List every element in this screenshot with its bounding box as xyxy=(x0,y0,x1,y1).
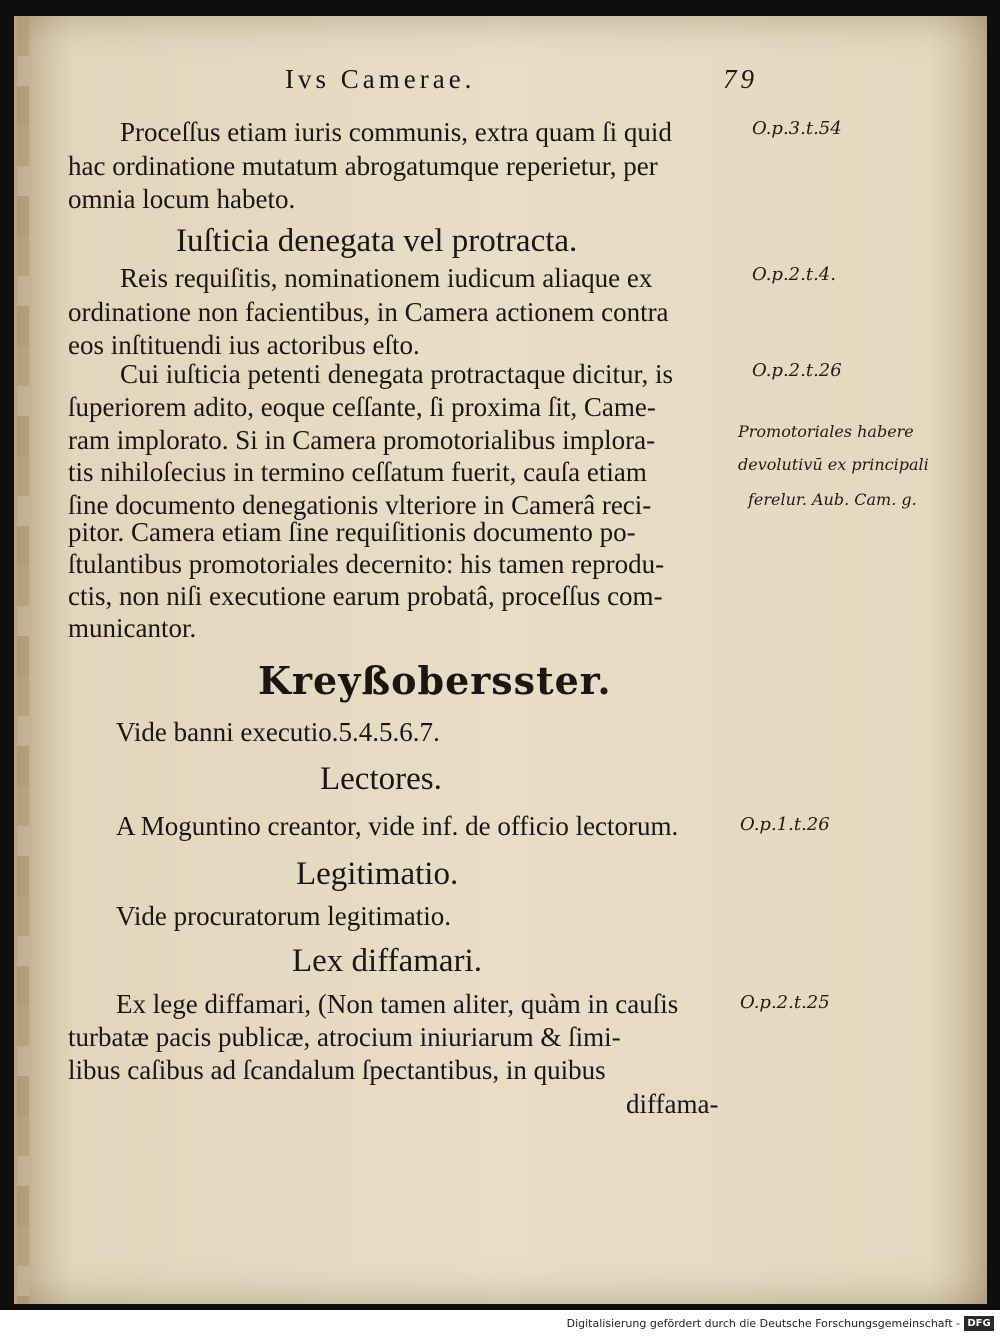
margin-note: O.p.2.t.25 xyxy=(740,992,830,1013)
margin-note: O.p.2.t.4. xyxy=(752,264,836,285)
section-heading-legitimatio: Legitimatio. xyxy=(296,856,459,892)
page-edge-stain xyxy=(17,16,29,1304)
margin-note: O.p.2.t.26 xyxy=(752,360,842,381)
body-line: ordinatione non facientibus, in Camera actionem contra xyxy=(68,297,669,327)
body-line: turbatæ pacis publicæ, atrocium iniuriarum & ſimi- xyxy=(68,1022,621,1052)
body-line: libus caſibus ad ſcandalum ſpectantibus, in quibus xyxy=(68,1055,606,1085)
margin-note-handwritten: ferelur. Aub. Cam. g. xyxy=(748,490,917,509)
body-line: Ex lege diffamari, (Non tamen aliter, quàm in cauſis xyxy=(116,989,679,1019)
body-line: municantor. xyxy=(68,613,197,643)
margin-note-handwritten: Promotoriales habere xyxy=(738,422,914,441)
body-line: ram implorato. Si in Camera promotorialibus implora- xyxy=(68,425,656,455)
funding-notice: Digitalisierung gefördert durch die Deutsche Forschungsgemeinschaft - xyxy=(566,1317,960,1330)
body-line: ſtulantibus promotoriales decernito: his tamen reprodu- xyxy=(68,549,665,579)
body-line: eos inſtituendi ius actoribus eſto. xyxy=(68,330,420,360)
section-heading-iusticia: Iuſticia denegata vel protracta. xyxy=(176,223,578,259)
body-line: pitor. Camera etiam ſine requiſitionis documento po- xyxy=(68,517,636,547)
footer-bar xyxy=(0,1310,1000,1339)
body-line: A Moguntino creantor, vide inf. de officio lectorum. xyxy=(116,811,679,841)
margin-note: O.p.3.t.54 xyxy=(752,118,842,139)
section-heading-lectores: Lectores. xyxy=(320,761,442,797)
body-line: Proceſſus etiam iuris communis, extra quam ſi quid xyxy=(120,117,672,147)
catchword: diffama- xyxy=(626,1089,719,1119)
dfg-logo: DFG xyxy=(964,1316,994,1331)
body-line: Cui iuſticia petenti denegata protractaque dicitur, is xyxy=(120,359,673,389)
page-number: 79 xyxy=(723,64,758,94)
body-line: Reis requiſitis, nominationem iudicum aliaque ex xyxy=(120,263,653,293)
margin-note: O.p.1.t.26 xyxy=(740,814,830,835)
section-heading-lex-diffamari: Lex diffamari. xyxy=(292,943,482,979)
running-title: Ivs Camerae. xyxy=(285,64,476,94)
body-line: ctis, non niſi executione earum probatâ, proceſſus com- xyxy=(68,581,663,611)
section-heading-kreysobersster: Kreyßobersster. xyxy=(258,658,612,703)
body-line: omnia locum habeto. xyxy=(68,184,296,214)
margin-note-handwritten: devolutivū ex principali xyxy=(738,455,929,474)
body-line: tis nihiloſecius in termino ceſſatum fuerit, cauſa etiam xyxy=(68,457,647,487)
body-line: ſine documento denegationis vlteriore in Camerâ reci- xyxy=(68,490,652,520)
body-line: hac ordinatione mutatum abrogatumque reperietur, per xyxy=(68,151,658,181)
body-line: ſuperiorem adito, eoque ceſſante, ſi proxima ſit, Came- xyxy=(68,392,656,422)
body-line: Vide procuratorum legitimatio. xyxy=(116,901,452,931)
body-line: Vide banni executio.5.4.5.6.7. xyxy=(116,717,440,747)
